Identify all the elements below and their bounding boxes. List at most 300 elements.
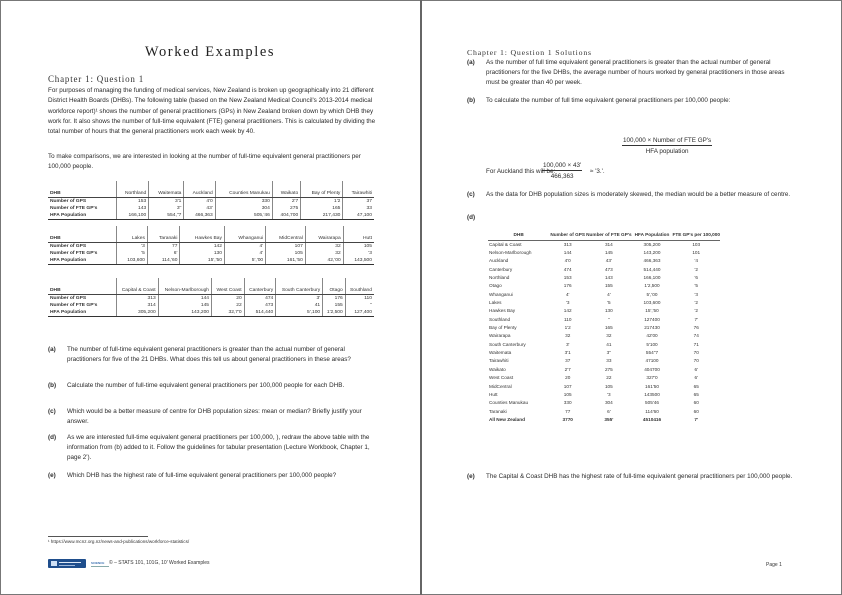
cell: 70 — [693, 358, 699, 364]
column-header: FTE GP's per 100,000 — [672, 224, 720, 240]
column-header: Hawkes Bay — [180, 226, 225, 242]
cell: '2 — [694, 266, 698, 272]
cell: 43' — [605, 258, 612, 264]
table-header-row — [48, 278, 374, 294]
question-text: Which would be a better measure of centre for DHB population sizes: mean or median? Briefly justify your answer. — [67, 408, 362, 425]
question-e — [48, 471, 378, 491]
cell: 143 — [604, 275, 613, 281]
cell: 176 — [563, 283, 572, 289]
cell: 105 — [563, 391, 572, 397]
cell: 32 — [305, 250, 343, 258]
column-header: Capital & Coast — [116, 278, 158, 294]
cell: 474 — [563, 266, 572, 272]
cell: '3 — [565, 300, 570, 306]
dhb-name-cell: Taranaki — [489, 408, 507, 414]
cell: 5','00 — [224, 257, 265, 265]
dhb-name-cell: Otago — [489, 283, 502, 289]
cell: 77 — [147, 242, 180, 250]
answer-text: As the data for DHB population sizes is moderately skewed, the median would be a better measure of centre. — [486, 191, 791, 198]
dhb-name-cell: Auckland — [489, 258, 509, 264]
question-label: (a) — [48, 346, 56, 353]
cell: 166,100 — [643, 275, 661, 281]
cell: 217,430 — [301, 212, 343, 220]
cell: 145 — [604, 250, 613, 256]
cell: '' — [345, 302, 374, 310]
cell: 47100 — [645, 358, 659, 364]
right-page — [422, 0, 842, 595]
cell: 77 — [565, 408, 571, 414]
cell: 127400 — [644, 316, 660, 322]
intro-paragraph: For purposes of managing the funding of medical services, New Zealand is broken up geographically into 21 different District Health Boards (DHBs). The following table (based on the New Zealand Medical Council's 2013-2014 medical workforce report)¹ shows the number of general practitioners (GPs) in New Zealand broken down by which DHB they work for. It also shows the number of full-time equivalent (FTE) general practitioners. This is calculated by dividing the total number of hours that the general practitioners work each week by 40. — [48, 87, 376, 136]
cell: 15','50 — [180, 257, 225, 265]
cell: 6' — [147, 250, 180, 258]
table-row — [488, 307, 720, 315]
answer-text: The Capital & Coast DHB has the highest rate of full-time equivalent general practitioners per 100,000 people. — [486, 473, 793, 480]
cell: 103 — [692, 241, 701, 247]
cell: 20 — [212, 294, 245, 302]
cell: 7' — [694, 316, 698, 322]
column-header: Hutt — [343, 226, 374, 242]
column-header: Wairarapa — [305, 226, 343, 242]
dhb-name-cell: Waitemata — [489, 350, 512, 356]
cell: 505,'46 — [215, 212, 272, 220]
cell: 41 — [606, 341, 612, 347]
cell: 304 — [604, 400, 613, 406]
cell: 474 — [244, 294, 276, 302]
question-label: (c) — [48, 408, 56, 415]
formula-general — [622, 137, 712, 155]
science-label: SCIENCE — [91, 561, 105, 565]
cell: '3 — [694, 291, 698, 297]
cell: 313 — [563, 241, 572, 247]
table-row — [48, 205, 374, 213]
cell: 60 — [693, 408, 699, 414]
cell: 32 — [565, 333, 571, 339]
cell: 143,200 — [158, 309, 211, 317]
table-total-row — [488, 415, 720, 423]
dhb-name-cell: Hutt — [489, 391, 498, 397]
dhb-name-cell: Canterbury — [489, 266, 513, 272]
cell: 110 — [563, 316, 572, 322]
table-row — [488, 257, 720, 265]
cell: 70 — [693, 350, 699, 356]
footnote-link[interactable]: ¹ https://www.mcnz.org.nz/news-and-publications/workforce-statistics/ — [48, 539, 190, 544]
answer-label: (e) — [467, 473, 475, 480]
table-header-row — [48, 226, 374, 242]
dhb-name-cell: Bay of Plenty — [489, 325, 517, 331]
dhb-name-cell: Hawkes Bay — [489, 308, 516, 314]
cell: 404700 — [644, 366, 660, 372]
cell: 145 — [158, 302, 211, 310]
header-label: DHB — [48, 226, 116, 242]
cell: 65 — [693, 383, 699, 389]
cell: 355' — [604, 416, 614, 422]
cell: 3' — [565, 341, 570, 347]
column-header: Nelson-Marlborough — [158, 278, 211, 294]
table-row — [488, 323, 720, 331]
table-row — [48, 197, 374, 205]
cell: 130 — [180, 250, 225, 258]
answer-label: (c) — [467, 191, 475, 198]
cell: 404,700 — [272, 212, 300, 220]
table-row — [488, 340, 720, 348]
example-result: ≈ '3.'. — [590, 168, 605, 175]
footer-copyright: © – STATS 101, 101G, 10' Worked Examples — [109, 560, 210, 566]
table-row — [48, 257, 374, 265]
cell: 47,100 — [343, 212, 374, 220]
table-row — [488, 315, 720, 323]
cell: 5'100 — [646, 341, 658, 347]
cell: 305,200 — [643, 241, 661, 247]
column-header: West Coast — [212, 278, 245, 294]
cell: 217430 — [644, 325, 660, 331]
dhb-name-cell: Lakes — [489, 300, 502, 306]
column-header: Waikato — [272, 181, 300, 197]
dhb-table-2 — [48, 226, 374, 265]
cell: 3' — [276, 294, 323, 302]
dhb-name-cell: Capital & Coast — [489, 241, 522, 247]
formula-denominator: HFA population — [645, 148, 689, 155]
table-row — [488, 298, 720, 306]
question-text: Calculate the number of full-time equivalent general practitioners per 100,000 people for each DHB. — [67, 382, 345, 389]
table-row — [488, 282, 720, 290]
table-row — [488, 374, 720, 382]
table-row — [488, 382, 720, 390]
cell: 43' — [184, 205, 215, 213]
table-row — [488, 265, 720, 273]
column-header: Southland — [345, 278, 374, 294]
cell: 4510416 — [642, 416, 662, 422]
cell: 275 — [272, 205, 300, 213]
cell: 33 — [343, 205, 374, 213]
cell: 105 — [266, 250, 306, 258]
cell: 314 — [116, 302, 158, 310]
cell: 127,400 — [345, 309, 374, 317]
cell: 1'2,500 — [644, 283, 660, 289]
cell: '3 — [116, 242, 147, 250]
cell: 2'7 — [564, 366, 571, 372]
cell: 101 — [692, 250, 701, 256]
question-d — [48, 433, 378, 463]
cell: 143,500 — [343, 257, 374, 265]
cell: 71 — [693, 341, 699, 347]
solutions-heading: Chapter 1: Question 1 Solutions — [467, 48, 592, 57]
cell: 105 — [604, 383, 613, 389]
column-header: Auckland — [184, 181, 215, 197]
cell: 155 — [323, 302, 346, 310]
cell: 41 — [276, 302, 323, 310]
column-header: Number of GPS — [549, 224, 586, 240]
cell: 161,'50 — [266, 257, 306, 265]
page-title: Worked Examples — [144, 44, 276, 60]
column-header: HFA Population — [632, 224, 673, 240]
example-denominator: 466,363 — [550, 173, 574, 180]
column-header: DHB — [488, 224, 549, 240]
dhb-name-cell: Wairarapa — [489, 333, 511, 339]
example-prefix: For Auckland this will be: — [486, 168, 556, 175]
dhb-table-3 — [48, 278, 374, 317]
dhb-name-cell: Nelson-Marlborough — [489, 250, 532, 256]
header-label: DHB — [48, 181, 116, 197]
cell: 2'7 — [272, 197, 300, 205]
cell: 4'0 — [184, 197, 215, 205]
table-header-row — [48, 181, 374, 197]
cell: 114'60 — [645, 408, 659, 414]
question-label: (d) — [48, 434, 57, 441]
cell: 473 — [604, 266, 613, 272]
cell: 142 — [563, 308, 572, 314]
dhb-name-cell: Southland — [489, 316, 511, 322]
dhb-table-1 — [48, 181, 374, 220]
row-label: Number of FTE GP's — [50, 302, 98, 308]
cell: 130 — [604, 308, 613, 314]
row-label: Number of FTE GP's — [50, 205, 98, 211]
table-row — [48, 309, 374, 317]
row-label: HFA Population — [48, 212, 116, 220]
cell: 1'2 — [301, 197, 343, 205]
cell: 161'50 — [645, 383, 659, 389]
cell: 514,440 — [244, 309, 276, 317]
dhb-name-cell: Northland — [489, 275, 510, 281]
column-header: Tairawhiti — [343, 181, 374, 197]
row-label: HFA Population — [48, 309, 116, 317]
cell: 304 — [215, 205, 272, 213]
dhb-name-cell: MidCentral — [489, 383, 512, 389]
footnote-separator — [48, 536, 148, 537]
cell: 32,7'0 — [212, 309, 245, 317]
column-header: Counties Manukau — [215, 181, 272, 197]
cell: '3 — [343, 250, 374, 258]
table-header-row — [488, 224, 720, 240]
science-underline — [91, 566, 109, 567]
cell: 155 — [604, 283, 613, 289]
answer-text: As the number of full time equivalent general practitioners is greater than the actual number of general practitioners for the five DHBs, the average number of hours worked by general practitioners in those areas must be greater than 40 per week. — [486, 59, 785, 86]
row-label: Number of GPS — [50, 198, 87, 204]
cell: 4' — [224, 242, 265, 250]
cell: 313 — [116, 294, 158, 302]
dhb-name-cell: South Canterbury — [489, 341, 526, 347]
cell: 176 — [323, 294, 346, 302]
cell: '2 — [694, 308, 698, 314]
table-row — [48, 212, 374, 220]
cell: '' — [607, 316, 610, 322]
question-a — [48, 345, 378, 375]
cell: 20 — [565, 375, 571, 381]
table-row — [488, 248, 720, 256]
cell: 4' — [565, 291, 570, 297]
table-row — [48, 250, 374, 258]
cell: 3770 — [562, 416, 573, 422]
cell: 33 — [606, 358, 612, 364]
cell: 107 — [563, 383, 572, 389]
question-c — [48, 407, 378, 427]
answer-label: (a) — [467, 59, 475, 66]
cell: 7' — [694, 416, 699, 422]
answer-c — [467, 190, 807, 212]
cell: 60 — [693, 400, 699, 406]
cell: 42,'00 — [305, 257, 343, 265]
cell: 1'2 — [564, 325, 571, 331]
cell: 143,200 — [643, 250, 661, 256]
cell: 3'1 — [564, 350, 571, 356]
cell: 327'0 — [646, 375, 658, 381]
cell: 330 — [215, 197, 272, 205]
column-header: Waitemata — [149, 181, 184, 197]
column-header: Whanganui — [224, 226, 265, 242]
table-row — [48, 294, 374, 302]
column-header: South Canterbury — [276, 278, 323, 294]
column-header: MidCentral — [266, 226, 306, 242]
answer-e — [467, 472, 807, 494]
table-row — [488, 365, 720, 373]
cell: 466,363 — [184, 212, 215, 220]
column-header: Otago — [323, 278, 346, 294]
table-row — [488, 407, 720, 415]
table-row — [488, 290, 720, 298]
cell: 314 — [604, 241, 613, 247]
row-label: HFA Population — [48, 257, 116, 265]
column-header: Number of FTE GP's — [586, 224, 631, 240]
dhb-name-cell: Waikato — [489, 366, 506, 372]
cell: 143 — [116, 205, 149, 213]
table-row — [48, 302, 374, 310]
cell: 305,200 — [116, 309, 158, 317]
cell: 144 — [158, 294, 211, 302]
cell: 15','50 — [645, 308, 659, 314]
cell: 103,600 — [643, 300, 661, 306]
cell: 6' — [607, 408, 611, 414]
cell: 330 — [563, 400, 572, 406]
cell: 37 — [343, 197, 374, 205]
cell: 105 — [343, 242, 374, 250]
cell: 153 — [563, 275, 572, 281]
cell: 275 — [604, 366, 613, 372]
table-row — [48, 242, 374, 250]
cell: 114,'60 — [147, 257, 180, 265]
row-label: Number of GPS — [50, 295, 87, 301]
cell: 554''7 — [645, 350, 659, 356]
cell: 32 — [606, 333, 612, 339]
comparison-paragraph: To make comparisons, we are interested in looking at the number of full-time equivalent general practitioners per 100,000 people. — [48, 153, 361, 171]
answer-text: To calculate the number of full time equivalent general practitioners per 100,000 people: — [486, 97, 731, 104]
cell: 37 — [565, 358, 571, 364]
cell: 4'0 — [564, 258, 571, 264]
column-header: Lakes — [116, 226, 147, 242]
answer-b — [467, 96, 807, 108]
question-label: (b) — [48, 382, 57, 389]
column-header: Bay of Plenty — [301, 181, 343, 197]
cell: 144 — [563, 250, 572, 256]
left-page — [0, 0, 420, 595]
cell: 514,440 — [643, 266, 661, 272]
question-b — [48, 381, 378, 401]
cell: 143500 — [644, 391, 660, 397]
table-row — [488, 399, 720, 407]
cell: 22 — [606, 375, 612, 381]
cell: 505'46 — [645, 400, 659, 406]
chapter-heading: Chapter 1: Question 1 — [48, 74, 145, 84]
question-text: Which DHB has the highest rate of full-time equivalent general practitioners per 100,000 people? — [67, 472, 337, 479]
cell: 3'1 — [149, 197, 184, 205]
page-number: Page 1 — [766, 562, 782, 568]
cell: 76 — [693, 325, 699, 331]
cell: '3 — [607, 391, 611, 397]
dhb-name-cell: Whanganui — [489, 291, 513, 297]
dhb-name-cell: Tairawhiti — [489, 358, 509, 364]
cell: 103,600 — [116, 257, 147, 265]
table-row — [488, 357, 720, 365]
cell: 166,100 — [116, 212, 149, 220]
cell: '5 — [116, 250, 147, 258]
cell: 6' — [694, 375, 698, 381]
cell: 3'' — [149, 205, 184, 213]
table-row — [488, 390, 720, 398]
answer-label: (d) — [467, 214, 476, 221]
table-row — [488, 240, 720, 248]
cell: '2 — [694, 300, 698, 306]
cell: 32 — [305, 242, 343, 250]
row-label: Number of FTE GP's — [50, 250, 98, 256]
cell: '4 — [694, 258, 698, 264]
question-label: (e) — [48, 472, 56, 479]
formula-auckland — [542, 162, 582, 180]
cell: 473 — [244, 302, 276, 310]
table-row — [488, 332, 720, 340]
cell: 1'2,500 — [323, 309, 346, 317]
cell: '5 — [694, 283, 698, 289]
cell: 74 — [693, 333, 699, 339]
table-row — [488, 273, 720, 281]
cell: 4' — [224, 250, 265, 258]
cell: 5',100 — [276, 309, 323, 317]
cell: 42'00 — [646, 333, 658, 339]
cell: '6 — [694, 275, 698, 281]
header-label: DHB — [48, 278, 116, 294]
cell: 5','00 — [646, 291, 658, 297]
university-logo-icon — [48, 559, 86, 568]
formula-numerator: 100,000 × Number of FTE GP's — [623, 137, 712, 144]
cell: '5 — [607, 300, 611, 306]
cell: 142 — [180, 242, 225, 250]
cell: 6' — [694, 366, 698, 372]
cell: 22 — [212, 302, 245, 310]
column-header: Northland — [116, 181, 149, 197]
dhb-name-cell: West Coast — [489, 375, 514, 381]
solution-table — [488, 224, 720, 424]
row-label: Number of GPS — [50, 243, 87, 249]
cell: 554,''7 — [149, 212, 184, 220]
dhb-name-cell: All New Zealand — [489, 416, 525, 422]
table-row — [488, 348, 720, 356]
cell: 466,363 — [643, 258, 661, 264]
column-header: Canterbury — [244, 278, 276, 294]
column-header: Taranaki — [147, 226, 180, 242]
answer-a — [467, 58, 807, 90]
cell: 165 — [301, 205, 343, 213]
answer-d — [467, 213, 497, 223]
cell: 65 — [693, 391, 699, 397]
cell: 165 — [604, 325, 613, 331]
example-numerator: 100,000 × 43' — [543, 162, 582, 169]
cell: 153 — [116, 197, 149, 205]
cell: 110 — [345, 294, 374, 302]
cell: 107 — [266, 242, 306, 250]
dhb-name-cell: Counties Manukau — [489, 400, 529, 406]
answer-label: (b) — [467, 97, 476, 104]
cell: 3'' — [606, 350, 612, 356]
question-text: The number of full-time equivalent general practitioners is greater than the actual number of general practitioners for five of the 21 DHBs. What does this tell us about general practitioners in these areas? — [67, 346, 351, 363]
cell: 4' — [607, 291, 611, 297]
